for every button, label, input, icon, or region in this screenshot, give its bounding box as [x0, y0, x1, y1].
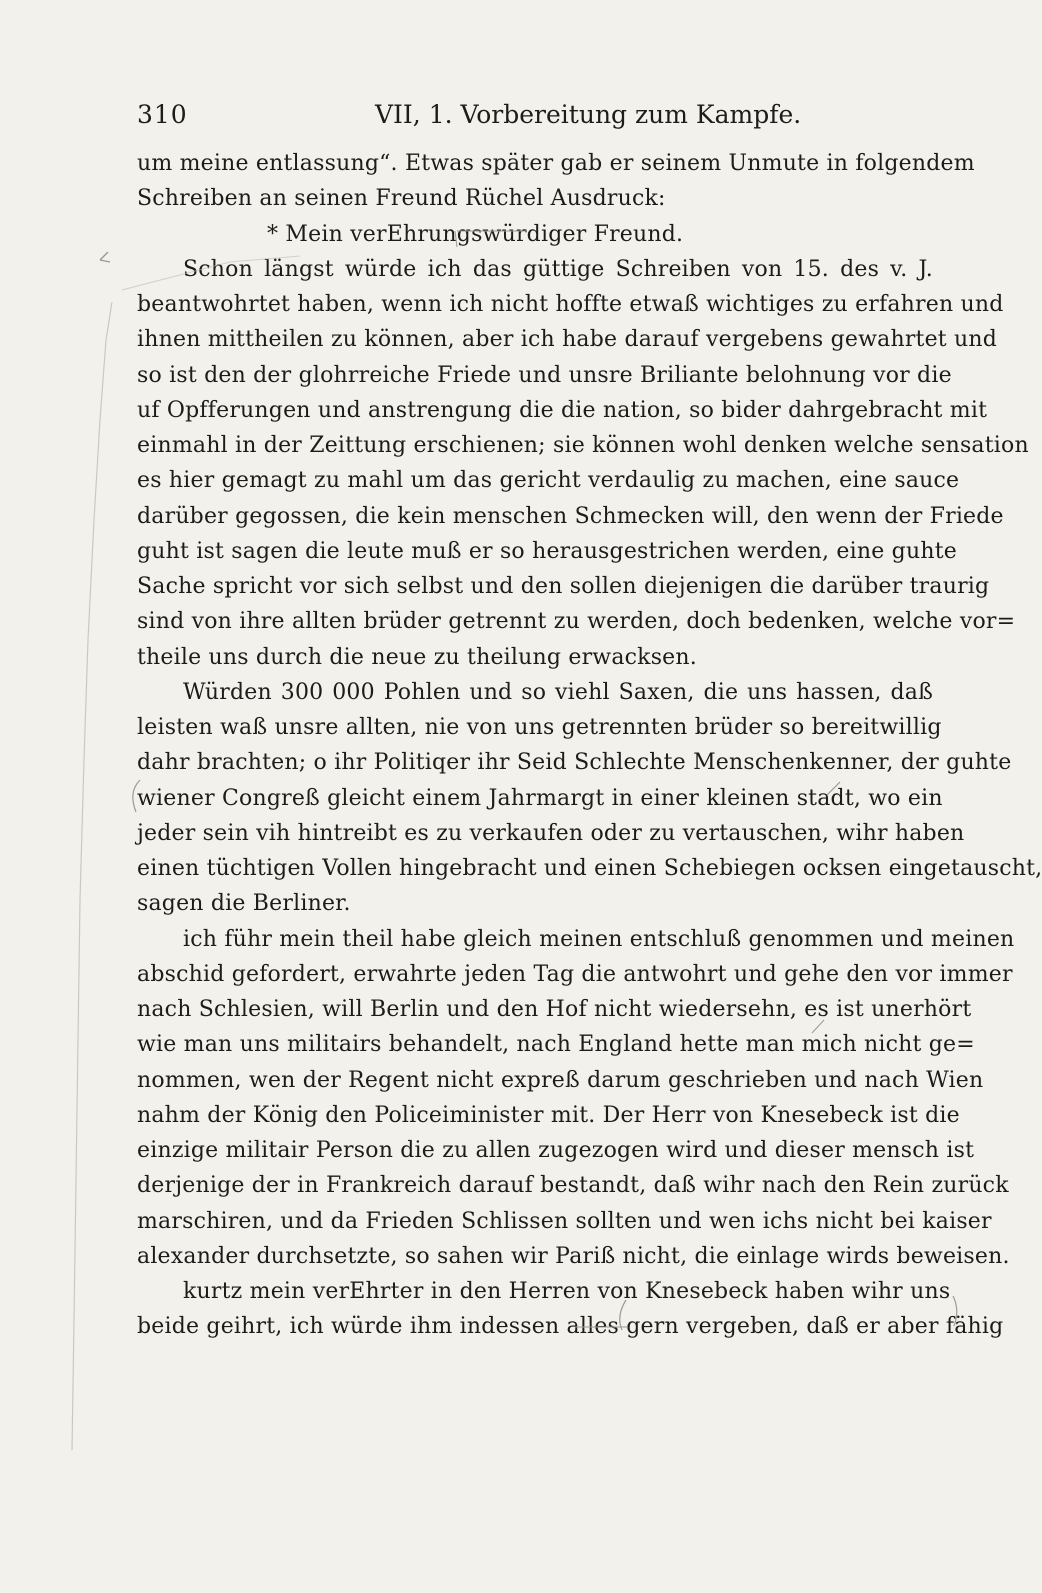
text-line: so ist den der glohrreiche Friede und unsre Briliante belohnung vor die [137, 362, 952, 388]
text-line: Würden 300 000 Pohlen und so viehl Saxen, die uns hassen, daß [183, 679, 933, 705]
text-line: Schon längst würde ich das güttige Schreiben von 15. des v. J. [183, 256, 933, 282]
page-number: 310 [137, 100, 188, 129]
text-line: darüber gegossen, die kein menschen Schmecken will, den wenn der Friede [137, 503, 1004, 529]
text-line: sind von ihre allten brüder getrennt zu werden, doch bedenken, welche vor= [137, 609, 1016, 635]
body-text [137, 146, 1042, 1345]
text-line: Schreiben an seinen Freund Rüchel Ausdruck: [137, 186, 666, 212]
text-line: * Mein verEhrungswürdiger Freund. [267, 221, 684, 247]
text-line: jeder sein vih hintreibt es zu verkaufen oder zu vertauschen, wihr haben [137, 820, 965, 846]
text-line: dahr brachten; o ihr Politiqer ihr Seid Schlechte Menschenkenner, der guhte [137, 750, 1012, 776]
text-line: nahm der König den Policeiminister mit. Der Herr von Knesebeck ist die [137, 1102, 960, 1128]
text-line: theile uns durch die neue zu theilung erwacksen. [137, 644, 697, 670]
running-head: VII, 1. Vorbereitung zum Kampfe. [375, 100, 802, 129]
text-line: Sache spricht vor sich selbst und den sollen diejenigen die darüber traurig [137, 574, 990, 599]
text-line: ihnen mittheilen zu können, aber ich habe darauf vergebens gewahrtet und [137, 327, 998, 353]
text-line: um meine entlassung“. Etwas später gab er seinem Unmute in folgendem [137, 151, 975, 176]
text-line: beide geihrt, ich würde ihm indessen alles gern vergeben, daß er aber fähig [137, 1314, 1004, 1340]
text-line: wie man uns militairs behandelt, nach England hette man mich nicht ge= [137, 1032, 975, 1058]
text-line: uf Opfferungen und anstrengung die die nation, so bider dahrgebracht mit [137, 397, 988, 423]
text-line: beantwohrtet haben, wenn ich nicht hoffte etwaß wichtiges zu erfahren und [137, 292, 1004, 317]
text-line: kurtz mein verEhrter in den Herren von Knesebeck haben wihr uns [183, 1279, 951, 1304]
text-line: abschid gefordert, erwahrte jeden Tag die antwohrt und gehe den vor immer [137, 961, 1013, 987]
text-line: guht ist sagen die leute muß er so herausgestrichen werden, eine guhte [137, 538, 957, 564]
text-line: es hier gemagt zu mahl um das gericht verdaulig zu machen, eine sauce [137, 468, 960, 494]
text-line: nommen, wen der Regent nicht expreß darum geschrieben und nach Wien [137, 1067, 984, 1093]
text-line: einzige militair Person die zu allen zugezogen wird und dieser mensch ist [137, 1138, 975, 1163]
text-line: leisten waß unsre allten, nie von uns getrennten brüder so bereitwillig [137, 715, 942, 740]
text-line: ich führ mein theil habe gleich meinen entschluß genommen und meinen [183, 926, 1015, 952]
page-header [137, 100, 937, 140]
text-line: einen tüchtigen Vollen hingebracht und einen Schebiegen ocksen eingetauscht, [137, 856, 1042, 881]
text-line: einmahl in der Zeittung erschienen; sie können wohl denken welche sensation [137, 433, 1029, 458]
text-line: marschiren, und da Frieden Schlissen sollten und wen ichs nicht bei kaiser [137, 1208, 992, 1234]
text-line: derjenige der in Frankreich darauf bestandt, daß wihr nach den Rein zurück [137, 1173, 1009, 1199]
text-line: alexander durchsetzte, so sahen wir Pariß nicht, die einlage wirds beweisen. [137, 1243, 1010, 1269]
text-line: wiener Congreß gleicht einem Jahrmargt in einer kleinen stadt, wo ein [137, 785, 943, 811]
text-line: nach Schlesien, will Berlin und den Hof nicht wiedersehn, es ist unerhört [137, 997, 972, 1022]
text-line: sagen die Berliner. [137, 891, 351, 917]
